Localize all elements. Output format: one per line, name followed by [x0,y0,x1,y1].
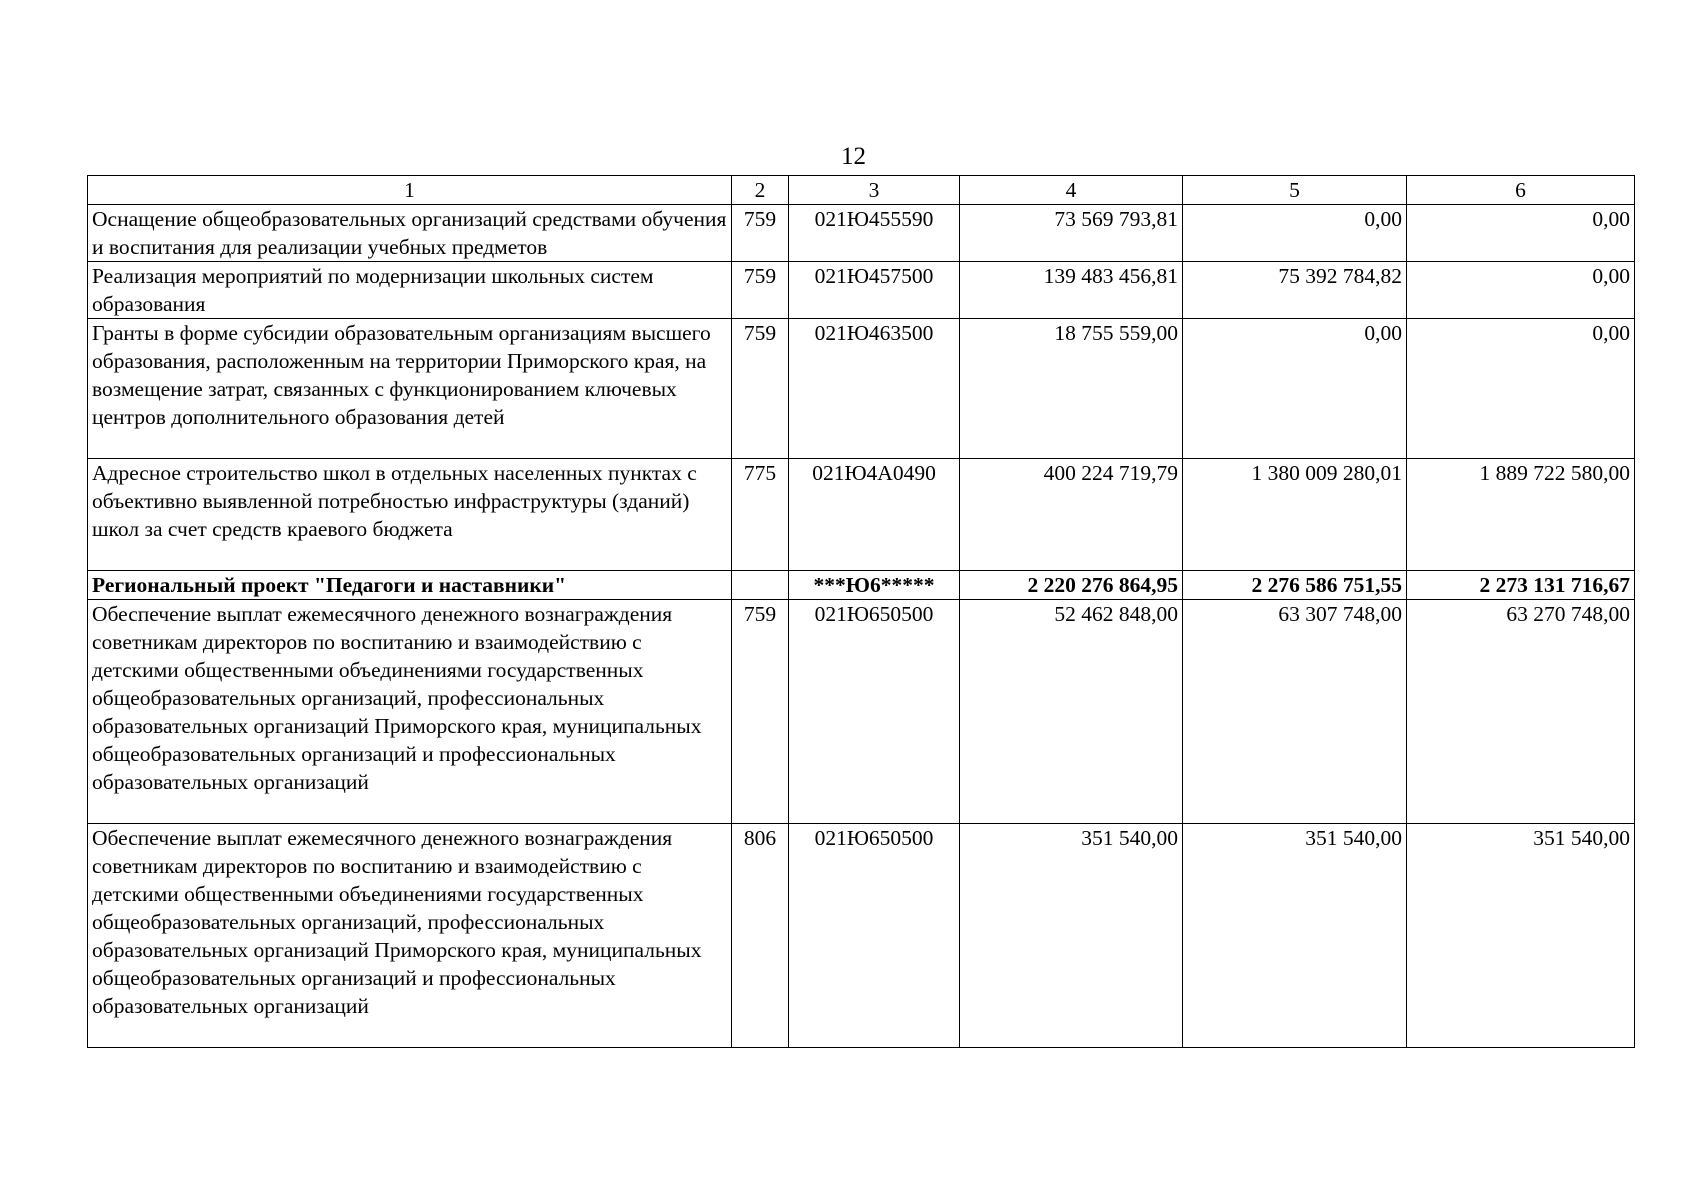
row-target-code: 021Ю455590 [789,205,960,262]
row-department-code: 759 [732,205,789,262]
row-amount-col6: 0,00 [1407,205,1635,262]
table-row-project-total [88,571,1635,600]
row-amount-col5: 0,00 [1183,205,1407,262]
column-header-6: 6 [1407,176,1635,205]
row-target-code: 021Ю650500 [789,600,960,824]
table-header-row [88,176,1635,205]
column-header-1: 1 [88,176,732,205]
table-row [88,824,1635,1048]
row-amount-col4: 139 483 456,81 [960,262,1183,319]
row-amount-col6: 0,00 [1407,262,1635,319]
row-amount-col4: 2 220 276 864,95 [960,571,1183,600]
row-amount-col5: 351 540,00 [1183,824,1407,1048]
row-department-code: 806 [732,824,789,1048]
row-department-code: 759 [732,262,789,319]
row-amount-col6: 1 889 722 580,00 [1407,459,1635,571]
row-department-code: 759 [732,319,789,459]
row-target-code: 021Ю650500 [789,824,960,1048]
row-amount-col6: 351 540,00 [1407,824,1635,1048]
row-department-code: 775 [732,459,789,571]
row-department-code: 759 [732,600,789,824]
row-amount-col4: 73 569 793,81 [960,205,1183,262]
row-name: Региональный проект "Педагоги и наставники" [88,571,732,600]
row-name: Обеспечение выплат ежемесячного денежного вознаграждения советникам директоров по воспитанию и взаимодействию с детскими общественными объединениями государственных общеобразовательных организаций, профессиональных образовательных организаций Приморского края, муниципальных общеобразовательных организаций и профессиональных образовательных организаций [88,600,732,824]
column-header-5: 5 [1183,176,1407,205]
row-amount-col6: 63 270 748,00 [1407,600,1635,824]
table-row [88,205,1635,262]
column-header-3: 3 [789,176,960,205]
row-amount-col4: 400 224 719,79 [960,459,1183,571]
row-name: Реализация мероприятий по модернизации школьных систем образования [88,262,732,319]
row-name: Оснащение общеобразовательных организаций средствами обучения и воспитания для реализации учебных предметов [88,205,732,262]
row-amount-col6: 0,00 [1407,319,1635,459]
row-amount-col4: 18 755 559,00 [960,319,1183,459]
row-amount-col5: 63 307 748,00 [1183,600,1407,824]
column-header-4: 4 [960,176,1183,205]
row-amount-col5: 0,00 [1183,319,1407,459]
column-header-2: 2 [732,176,789,205]
row-amount-col6: 2 273 131 716,67 [1407,571,1635,600]
table-row [88,319,1635,459]
page-number: 12 [841,143,866,170]
row-target-code: 021Ю4А0490 [789,459,960,571]
table-row [88,262,1635,319]
table-row [88,459,1635,571]
budget-table [87,175,1635,1048]
row-name: Адресное строительство школ в отдельных населенных пунктах с объективно выявленной потребностью инфраструктуры (зданий) школ за счет средств краевого бюджета [88,459,732,571]
row-amount-col5: 1 380 009 280,01 [1183,459,1407,571]
row-target-code: 021Ю457500 [789,262,960,319]
row-name: Гранты в форме субсидии образовательным организациям высшего образования, расположенным на территории Приморского края, на возмещение затрат, связанных с функционированием ключевых центров дополнительного образования детей [88,319,732,459]
row-amount-col4: 351 540,00 [960,824,1183,1048]
table-row [88,600,1635,824]
row-amount-col4: 52 462 848,00 [960,600,1183,824]
row-name: Обеспечение выплат ежемесячного денежного вознаграждения советникам директоров по воспитанию и взаимодействию с детскими общественными объединениями государственных общеобразовательных организаций, профессиональных образовательных организаций Приморского края, муниципальных общеобразовательных организаций и профессиональных образовательных организаций [88,824,732,1048]
row-target-code: 021Ю463500 [789,319,960,459]
row-target-code: ***Ю6***** [789,571,960,600]
row-amount-col5: 75 392 784,82 [1183,262,1407,319]
row-amount-col5: 2 276 586 751,55 [1183,571,1407,600]
row-department-code [732,571,789,600]
